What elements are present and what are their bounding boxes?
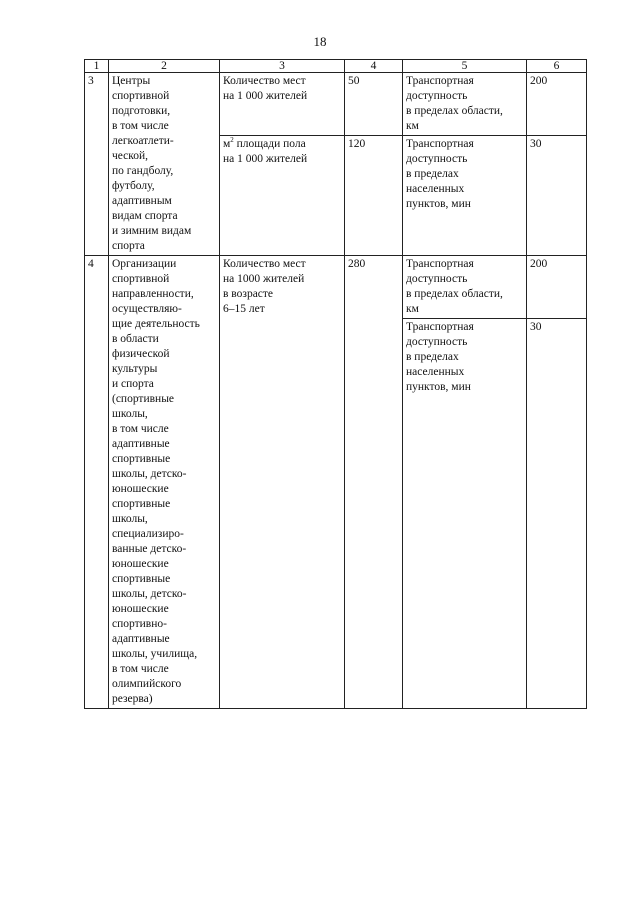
indicator-text: Количество мест на 1 000 жителей: [223, 75, 308, 102]
limit-value: 200: [530, 258, 548, 270]
indicator-unit-exponent: 2: [230, 136, 234, 144]
facility-cell: [109, 256, 220, 709]
access-cell: [403, 136, 527, 256]
limit-value: 30: [530, 138, 542, 150]
indicator-cell: [220, 256, 345, 709]
access-cell: [403, 319, 527, 709]
access-text: Транспортная доступность в пределах области, км: [406, 258, 503, 315]
value-cell: [345, 136, 403, 256]
table-header-row: [85, 60, 587, 73]
norms-table: [84, 59, 587, 709]
access-cell: [403, 73, 527, 136]
indicator-unit: м: [223, 138, 231, 150]
facility-name: Центры спортивной подготовки, в том числе легкоатлети- ческой, по гандболу, футболу, адаптивным видам спорта и зимним видам спорта: [112, 75, 192, 252]
facility-name: Организации спортивной направленности, осуществляю- щие деятельность в области физической культуры и спорта (спортивные школы, в том числе адаптивные спортивные школы, детско- юношеские спортивные школы, специализиро- ванные детско- юношеские спортивные школы, детско- юношеские спортивно- адаптивные школы, училища, в том числе олимпийского резерва): [112, 258, 200, 705]
column-header: 1: [85, 60, 109, 73]
indicator-cell: [220, 73, 345, 136]
access-text: Транспортная доступность в пределах области, км: [406, 75, 503, 132]
limit-cell: [527, 256, 587, 319]
indicator-line-1: [223, 138, 306, 150]
page-number: 18: [313, 34, 327, 49]
table-row: [85, 256, 587, 319]
indicator-text: Количество мест на 1000 жителей в возрасте 6–15 лет: [223, 258, 306, 315]
column-header: 5: [403, 60, 527, 73]
indicator-unit-rest: площади пола: [233, 138, 306, 150]
indicator-line-2: на 1 000 жителей: [223, 153, 308, 165]
indicator-cell: [220, 136, 345, 256]
access-text: Транспортная доступность в пределах населенных пунктов, мин: [406, 321, 474, 393]
norm-value: 120: [348, 138, 366, 150]
facility-cell: [109, 73, 220, 256]
row-number: 3: [88, 75, 94, 87]
value-cell: [345, 256, 403, 709]
value-cell: [345, 73, 403, 136]
row-number-cell: [85, 73, 109, 256]
row-number-cell: [85, 256, 109, 709]
access-text: Транспортная доступность в пределах населенных пунктов, мин: [406, 138, 474, 210]
limit-cell: [527, 319, 587, 709]
norm-value: 280: [348, 258, 366, 270]
access-cell: [403, 256, 527, 319]
limit-value: 30: [530, 321, 542, 333]
column-header: 2: [109, 60, 220, 73]
table-row: [85, 73, 587, 136]
limit-cell: [527, 73, 587, 136]
norm-value: 50: [348, 75, 360, 87]
row-number: 4: [88, 258, 94, 270]
limit-value: 200: [530, 75, 548, 87]
column-header: 3: [220, 60, 345, 73]
column-header: 6: [527, 60, 587, 73]
limit-cell: [527, 136, 587, 256]
column-header: 4: [345, 60, 403, 73]
